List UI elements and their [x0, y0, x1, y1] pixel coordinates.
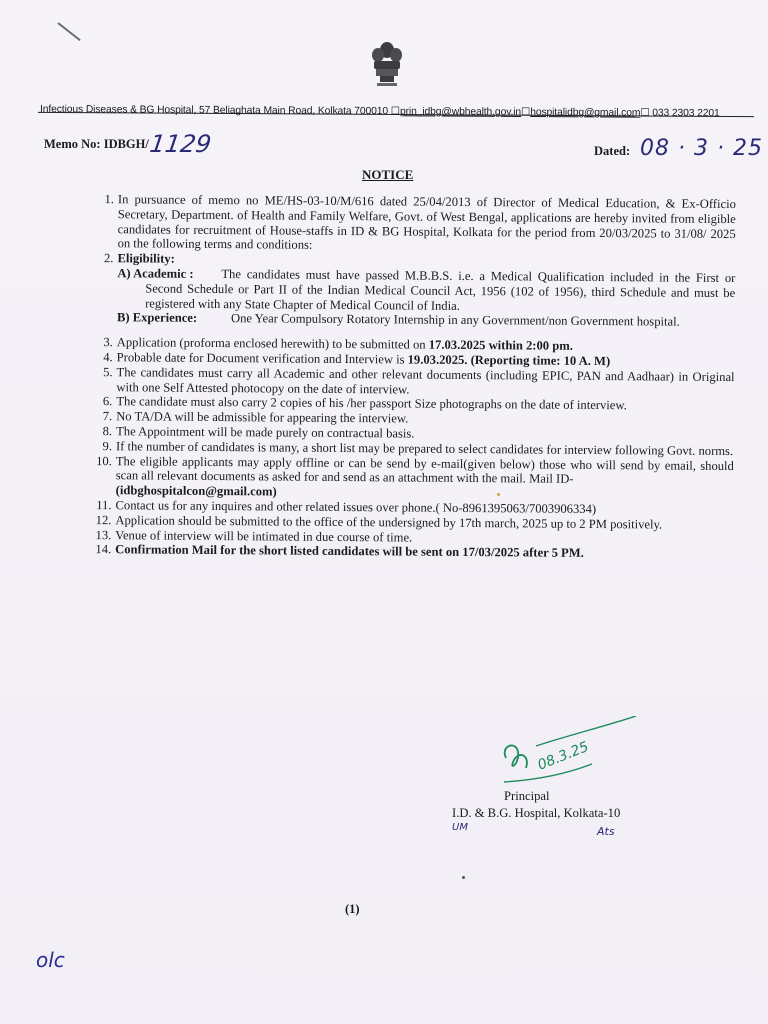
memo-number-handwritten: 1129 [148, 130, 214, 158]
letterhead [40, 103, 760, 119]
list-item: 12. Application should be submitted to the office of the undersigned by 17th march, 2025 up to 2 PM positively. [95, 512, 663, 532]
notice-title: NOTICE [362, 167, 414, 182]
academic-criterion: A) Academic : The candidates must have passed M.B.B.S. i.e. a Medical Qualification included in the First or Second Schedule or Part II of the Indian Medical Council Act, 1956 (102 of 1956), third Schedule and must be registered with any State Chapter of Medical Council of India. [117, 266, 736, 313]
list-item: 6. The candidate must also carry 2 copies of his /her passport Size photographs on the date of interview. [102, 394, 627, 413]
list-item: 5. The candidates must carry all Academic and other relevant documents (including EPIC, PAN and Aadhaar) in Original with one Self Attested photocopy on the date of interview. [103, 364, 735, 397]
list-item: 1. In pursuance of memo no ME/HS-03-10/M/616 dated 25/04/2013 of Director of Medical Education, & Ex-Officio Secretary, Department. of Health and Family Welfare, Govt. of West Bengal, applications are hereby invited from eligible candidates for recruitment of House-staffs in ID & BG Hospital, Kolkata for the period from 20/03/2025 to 31/08/ 2025 on the following terms and conditions: [104, 192, 736, 253]
signatory-office: I.D. & B.G. Hospital, Kolkata-10 [452, 806, 621, 820]
page-number: (1) [345, 902, 360, 916]
dated-label: Dated: [594, 144, 631, 158]
state-emblem-icon [368, 38, 406, 90]
list-item: 2. Eligibility: [103, 251, 175, 266]
list-item: 14. Confirmation Mail for the short listed candidates will be sent on 17/03/2025 after 5 PM. [95, 542, 584, 561]
list-item: 3. Application (proforma enclosed herewith) to be submitted on 17.03.2025 within 2:00 pm. [103, 335, 573, 353]
scan-speck [497, 493, 500, 496]
phone-icon: ☐ [640, 107, 650, 119]
principal-signature [496, 716, 646, 796]
memo-label: Memo No: IDBGH/ [44, 137, 149, 151]
eligibility-heading: Eligibility: [117, 251, 175, 266]
signatory-designation: Principal [504, 789, 550, 803]
list-item: 10. The eligible applicants may apply offline or can be send by e-mail(given below) those who will send by email, should scan all relevant documents as asked for and send as an attachment with the mail. Mail ID- (idbghospitalcon@gmail.com) [96, 453, 734, 499]
list-item: 4. Probable date for Document verification and Interview is 19.03.2025. (Reporting time: 10 A. M) [103, 350, 611, 369]
hospital-phone: 033 2303 2201 [652, 107, 720, 120]
contact-email: (idbghospitalcon@gmail.com) [115, 483, 277, 499]
list-item: 7. No TA/DA will be admissible for appearing the interview. [102, 409, 409, 426]
scan-scratch [57, 22, 80, 41]
initials-right: Ats [597, 825, 615, 838]
eligibility-section [87, 266, 735, 330]
margin-note: olc [36, 948, 65, 972]
list-item: 9. If the number of candidates is many, a short list may be prepared to select candidates for interview following Govt. norms. [102, 438, 734, 458]
mail-icon: ☐ [521, 106, 531, 118]
list-item: 13. Venue of interview will be intimated in due course of time. [95, 527, 413, 545]
initials-left: UM [452, 822, 468, 833]
hospital-address: Infectious Diseases & BG Hospital, 57 Beliaghata Main Road, Kolkata 700010 [39, 104, 389, 118]
date-handwritten: 08 · 3 · 25 [640, 136, 763, 161]
experience-criterion: B) Experience: One Year Compulsory Rotatory Internship in any Government/non Government hospital. [116, 310, 680, 330]
signature-date: 08.3.25 [535, 738, 592, 774]
notice-body [85, 192, 736, 562]
list-item: 8. The Appointment will be made purely on contractual basis. [102, 424, 415, 441]
list-item: 11. Contact us for any inquires and other related issues over phone.( No-8961395063/7003906334) [96, 498, 597, 516]
scan-speck [462, 876, 465, 879]
principal-email: prin_idbg@wbhealth.gov.in [399, 106, 522, 118]
hospital-email: hospitalidbg@gmail.com [530, 106, 641, 119]
mail-icon: ☐ [390, 106, 400, 118]
